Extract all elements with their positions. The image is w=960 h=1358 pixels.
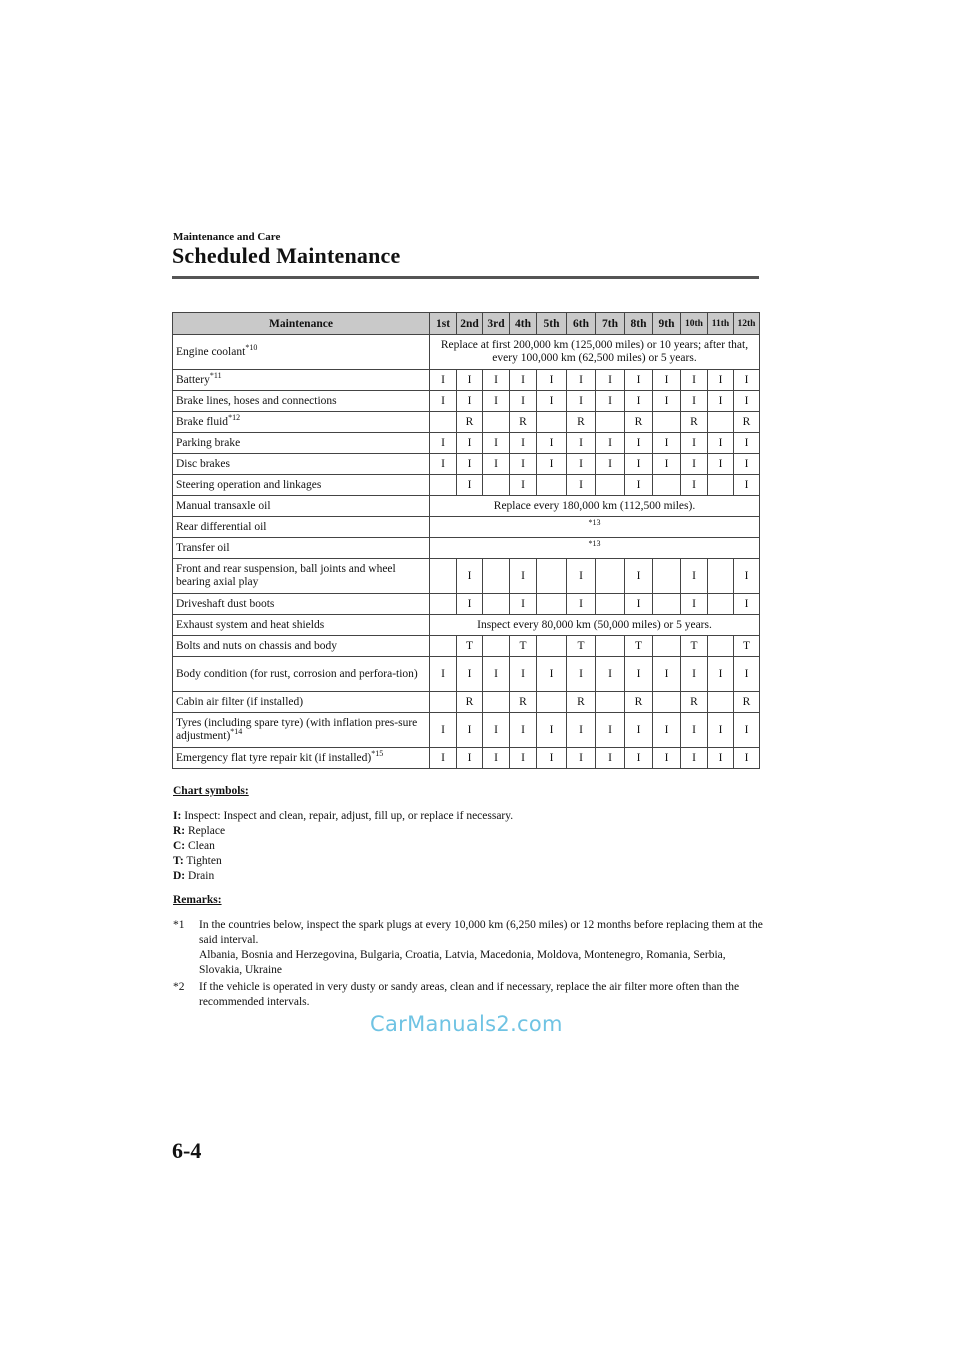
remarks-heading: Remarks: (173, 894, 222, 906)
interval-cell: I (510, 391, 537, 412)
interval-cell (596, 594, 625, 615)
interval-cell: I (537, 370, 567, 391)
interval-cell: I (625, 391, 653, 412)
item-label: Emergency flat tyre repair kit (if installed) (176, 751, 372, 764)
interval-note: Inspect every 80,000 km (50,000 miles) or 5 years. (430, 615, 760, 636)
symbol-item (173, 854, 763, 869)
interval-cell: I (537, 391, 567, 412)
interval-cell: T (681, 636, 708, 657)
interval-cell: I (567, 391, 596, 412)
column-header-interval: 6th (567, 313, 596, 335)
table-row (173, 559, 760, 594)
item-label: Rear differential oil (176, 520, 267, 533)
interval-cell (596, 692, 625, 713)
interval-cell: I (567, 594, 596, 615)
interval-cell: I (457, 433, 483, 454)
column-header-interval: 5th (537, 313, 567, 335)
symbol-key: T: (173, 855, 184, 867)
maintenance-item (173, 517, 430, 538)
symbol-item (173, 824, 763, 839)
table-row (173, 538, 760, 559)
item-label: Cabin air filter (if installed) (176, 695, 304, 708)
symbol-key: D: (173, 870, 186, 882)
interval-cell (483, 692, 510, 713)
interval-cell: R (625, 692, 653, 713)
interval-cell: I (596, 748, 625, 769)
interval-cell: I (681, 391, 708, 412)
interval-note (430, 538, 760, 559)
interval-cell: I (430, 370, 457, 391)
maintenance-item (173, 433, 430, 454)
interval-cell: I (567, 370, 596, 391)
interval-cell: I (625, 370, 653, 391)
interval-cell: I (567, 748, 596, 769)
column-header-interval: 8th (625, 313, 653, 335)
interval-cell: I (734, 454, 760, 475)
interval-cell: R (457, 692, 483, 713)
maintenance-item (173, 412, 430, 433)
table-row (173, 517, 760, 538)
interval-cell: I (625, 454, 653, 475)
interval-cell: I (734, 657, 760, 692)
column-header-interval: 9th (653, 313, 681, 335)
interval-cell: I (681, 370, 708, 391)
maintenance-item (173, 713, 430, 748)
item-label: Brake fluid (176, 415, 229, 428)
interval-cell: R (510, 692, 537, 713)
interval-cell: T (457, 636, 483, 657)
table-row (173, 475, 760, 496)
maintenance-item (173, 454, 430, 475)
symbol-text: Drain (188, 870, 215, 882)
interval-cell: I (510, 657, 537, 692)
column-header-interval: 11th (708, 313, 734, 335)
interval-cell: I (734, 391, 760, 412)
interval-cell: I (681, 594, 708, 615)
interval-cell: I (483, 713, 510, 748)
symbol-key: R: (173, 825, 186, 837)
column-header-interval: 12th (734, 313, 760, 335)
maintenance-item (173, 538, 430, 559)
interval-cell (430, 594, 457, 615)
interval-cell: I (734, 748, 760, 769)
table-row (173, 335, 760, 370)
interval-cell: R (625, 412, 653, 433)
interval-cell: I (483, 370, 510, 391)
interval-cell (653, 692, 681, 713)
interval-cell (430, 636, 457, 657)
symbol-item (173, 869, 763, 884)
table-row (173, 692, 760, 713)
interval-cell: I (734, 713, 760, 748)
interval-cell: I (596, 433, 625, 454)
column-header-interval: 1st (430, 313, 457, 335)
interval-cell (483, 412, 510, 433)
maintenance-item (173, 692, 430, 713)
remark-mark: *1 (173, 919, 185, 931)
remark-text: If the vehicle is operated in very dusty or sandy areas, clean and if necessary, replace the air filter more often than the recommended intervals. (199, 981, 740, 1008)
interval-cell: I (596, 657, 625, 692)
footnote-ref: *12 (228, 412, 241, 422)
interval-cell (430, 692, 457, 713)
interval-cell: I (708, 370, 734, 391)
column-header-interval: 2nd (457, 313, 483, 335)
interval-cell: I (510, 454, 537, 475)
item-label: Disc brakes (176, 457, 230, 470)
interval-cell: I (510, 370, 537, 391)
interval-cell: I (430, 391, 457, 412)
interval-cell: I (457, 713, 483, 748)
footnote-ref: *11 (209, 370, 222, 380)
interval-cell: I (625, 475, 653, 496)
interval-cell (708, 412, 734, 433)
table-row (173, 391, 760, 412)
interval-cell: I (681, 713, 708, 748)
interval-cell (430, 559, 457, 594)
interval-cell: I (734, 559, 760, 594)
column-header-interval: 4th (510, 313, 537, 335)
column-header-interval: 7th (596, 313, 625, 335)
interval-cell: I (457, 454, 483, 475)
remark-item (173, 980, 763, 1010)
maintenance-item (173, 335, 430, 370)
interval-cell: I (510, 475, 537, 496)
item-label: Front and rear suspension, ball joints and wheel bearing axial play (176, 563, 396, 588)
remarks (173, 893, 763, 1012)
interval-cell: T (625, 636, 653, 657)
interval-cell: T (510, 636, 537, 657)
interval-cell: I (625, 433, 653, 454)
interval-cell (537, 636, 567, 657)
symbol-text: Tighten (186, 855, 222, 867)
item-label: Tyres (including spare tyre) (with inflation pres-sure adjustment) (176, 717, 418, 742)
remark-text: In the countries below, inspect the spark plugs at every 10,000 km (6,250 miles) or 12 months before replacing them at the said interval. (199, 919, 763, 946)
interval-cell: R (510, 412, 537, 433)
chart-symbols-heading: Chart symbols: (173, 785, 249, 797)
maintenance-item (173, 615, 430, 636)
interval-cell: I (653, 748, 681, 769)
interval-cell: I (537, 713, 567, 748)
interval-cell: I (596, 391, 625, 412)
interval-cell: I (734, 370, 760, 391)
interval-cell (653, 636, 681, 657)
footnote-ref: *10 (245, 342, 258, 352)
interval-cell: I (681, 433, 708, 454)
interval-cell (708, 636, 734, 657)
interval-cell: I (537, 657, 567, 692)
interval-cell: I (483, 391, 510, 412)
interval-cell: I (537, 454, 567, 475)
interval-cell (430, 475, 457, 496)
interval-cell: I (596, 454, 625, 475)
remark-mark: *2 (173, 981, 185, 993)
interval-cell: R (734, 412, 760, 433)
interval-cell: R (681, 692, 708, 713)
interval-cell: I (708, 657, 734, 692)
interval-cell: I (708, 713, 734, 748)
item-label: Manual transaxle oil (176, 499, 271, 512)
interval-cell: I (537, 433, 567, 454)
interval-cell: I (483, 748, 510, 769)
interval-cell: I (681, 559, 708, 594)
interval-cell (430, 412, 457, 433)
item-label: Driveshaft dust boots (176, 597, 275, 610)
interval-cell (537, 475, 567, 496)
page-number: 6-4 (172, 1138, 202, 1163)
interval-cell: I (653, 433, 681, 454)
interval-cell: I (510, 594, 537, 615)
symbol-item (173, 839, 763, 854)
interval-cell: T (567, 636, 596, 657)
interval-cell: I (457, 391, 483, 412)
interval-cell: R (734, 692, 760, 713)
interval-note (430, 517, 760, 538)
interval-cell (708, 475, 734, 496)
interval-cell: I (734, 594, 760, 615)
item-label: Engine coolant (176, 345, 246, 358)
interval-cell: I (430, 713, 457, 748)
interval-cell: I (457, 559, 483, 594)
interval-cell: I (510, 713, 537, 748)
item-label: Parking brake (176, 436, 241, 449)
section-label: Maintenance and Care (173, 231, 281, 243)
page-title: Scheduled Maintenance (172, 243, 401, 268)
interval-cell: I (430, 657, 457, 692)
maintenance-item (173, 748, 430, 769)
interval-cell (483, 636, 510, 657)
interval-cell: I (567, 657, 596, 692)
column-header-maintenance: Maintenance (173, 313, 430, 335)
interval-cell (537, 412, 567, 433)
interval-cell: R (681, 412, 708, 433)
interval-cell: I (457, 370, 483, 391)
symbol-text: Clean (188, 840, 215, 852)
table-row (173, 454, 760, 475)
item-label: Battery (176, 373, 210, 386)
interval-cell: I (653, 391, 681, 412)
table-row (173, 370, 760, 391)
interval-cell: I (567, 454, 596, 475)
interval-cell: I (457, 657, 483, 692)
footnote-ref: *14 (230, 727, 243, 737)
interval-cell: I (567, 559, 596, 594)
watermark-logo: CarManuals2.com (370, 1012, 563, 1036)
interval-cell (483, 475, 510, 496)
maintenance-item (173, 657, 430, 692)
footnote-ref: *15 (371, 748, 384, 758)
table-row (173, 636, 760, 657)
table-row (173, 496, 760, 517)
interval-cell (483, 559, 510, 594)
symbol-text: Replace (188, 825, 226, 837)
interval-cell (483, 594, 510, 615)
interval-cell: I (537, 748, 567, 769)
item-label: Transfer oil (176, 541, 230, 554)
interval-cell (708, 594, 734, 615)
interval-cell (537, 594, 567, 615)
title-rule (172, 276, 759, 279)
maintenance-item (173, 496, 430, 517)
footnote-ref: *13 (588, 517, 601, 527)
interval-cell: I (734, 475, 760, 496)
interval-cell: I (457, 594, 483, 615)
interval-cell (653, 412, 681, 433)
interval-cell (596, 636, 625, 657)
table-row (173, 657, 760, 692)
interval-cell: I (681, 454, 708, 475)
table-row (173, 412, 760, 433)
item-label: Body condition (for rust, corrosion and perfora-tion) (176, 667, 418, 680)
interval-cell (537, 559, 567, 594)
symbol-key: C: (173, 840, 186, 852)
interval-cell (596, 475, 625, 496)
table-row (173, 615, 760, 636)
symbol-item (173, 809, 763, 824)
interval-cell: I (653, 713, 681, 748)
interval-cell: I (734, 433, 760, 454)
interval-note: Replace every 180,000 km (112,500 miles). (430, 496, 760, 517)
item-label: Exhaust system and heat shields (176, 618, 325, 631)
chart-symbols (173, 784, 763, 884)
interval-cell: I (457, 748, 483, 769)
footnote-ref: *13 (588, 538, 601, 548)
interval-cell: I (483, 454, 510, 475)
interval-cell (708, 692, 734, 713)
table-row (173, 594, 760, 615)
interval-cell: I (625, 748, 653, 769)
interval-cell: I (430, 748, 457, 769)
remark-text: Albania, Bosnia and Herzegovina, Bulgaria, Croatia, Latvia, Macedonia, Moldova, Montenegro, Romania, Serbia, Slovakia, Ukraine (199, 949, 726, 976)
interval-cell: I (653, 454, 681, 475)
interval-cell (537, 692, 567, 713)
item-label: Bolts and nuts on chassis and body (176, 639, 337, 652)
interval-cell: I (625, 713, 653, 748)
interval-cell: I (708, 454, 734, 475)
maintenance-table (172, 312, 760, 769)
interval-cell (653, 594, 681, 615)
maintenance-item (173, 594, 430, 615)
interval-cell: I (625, 559, 653, 594)
interval-cell: R (567, 692, 596, 713)
symbol-key: I: (173, 810, 182, 822)
interval-cell: I (708, 433, 734, 454)
interval-cell: I (457, 475, 483, 496)
table-row (173, 433, 760, 454)
interval-cell: I (483, 657, 510, 692)
interval-cell: I (708, 748, 734, 769)
maintenance-item (173, 370, 430, 391)
interval-cell: R (567, 412, 596, 433)
table-row (173, 748, 760, 769)
interval-cell: I (653, 657, 681, 692)
interval-cell: I (625, 657, 653, 692)
table-header-row (173, 313, 760, 335)
interval-cell: I (510, 748, 537, 769)
interval-cell (653, 559, 681, 594)
interval-cell (653, 475, 681, 496)
maintenance-item (173, 391, 430, 412)
symbol-text: Inspect: Inspect and clean, repair, adjust, fill up, or replace if necessary. (184, 810, 514, 822)
column-header-interval: 3rd (483, 313, 510, 335)
item-label: Steering operation and linkages (176, 478, 322, 491)
interval-cell: I (510, 433, 537, 454)
interval-cell (708, 559, 734, 594)
maintenance-item (173, 475, 430, 496)
interval-cell: I (430, 433, 457, 454)
interval-note: Replace at first 200,000 km (125,000 miles) or 10 years; after that, every 100,000 km (62,500 miles) or 5 years. (430, 335, 760, 370)
interval-cell: I (596, 713, 625, 748)
maintenance-item (173, 636, 430, 657)
interval-cell: I (567, 713, 596, 748)
interval-cell: I (681, 657, 708, 692)
maintenance-item (173, 559, 430, 594)
interval-cell: I (625, 594, 653, 615)
interval-cell: I (653, 370, 681, 391)
interval-cell: I (483, 433, 510, 454)
interval-cell: I (567, 433, 596, 454)
interval-cell: I (430, 454, 457, 475)
table-row (173, 713, 760, 748)
interval-cell: I (596, 370, 625, 391)
column-header-interval: 10th (681, 313, 708, 335)
interval-cell: R (457, 412, 483, 433)
interval-cell (596, 559, 625, 594)
interval-cell: I (708, 391, 734, 412)
interval-cell: I (567, 475, 596, 496)
item-label: Brake lines, hoses and connections (176, 394, 337, 407)
interval-cell (596, 412, 625, 433)
remark-item (173, 918, 763, 978)
interval-cell: T (734, 636, 760, 657)
interval-cell: I (681, 748, 708, 769)
interval-cell: I (510, 559, 537, 594)
interval-cell: I (681, 475, 708, 496)
